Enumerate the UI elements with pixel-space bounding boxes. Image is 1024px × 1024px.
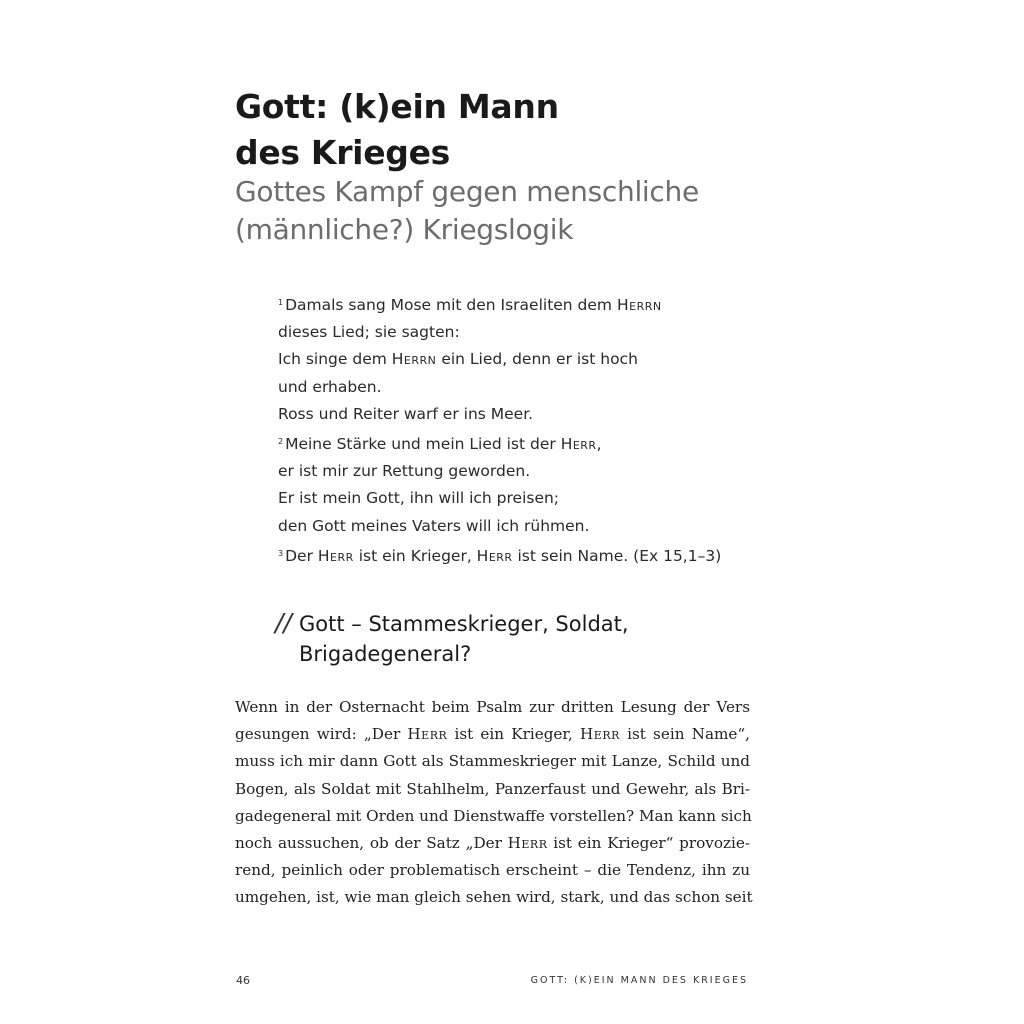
- text-run: Ich singe dem: [278, 350, 392, 369]
- small-caps-text: Herr: [407, 725, 448, 744]
- small-caps-text: Herrn: [616, 296, 662, 314]
- poem-line: [278, 428, 721, 458]
- small-caps-text: Herr: [560, 435, 597, 454]
- poem-line: [278, 346, 721, 373]
- text-run: gesungen wird: „Der: [235, 725, 408, 744]
- text-run: ist sein Name“,: [619, 725, 750, 744]
- text-run: Damals sang Mose mit den Israeliten dem: [285, 296, 617, 314]
- text-run: ist sein Name. (Ex 15,1–3): [512, 546, 722, 565]
- small-caps-text: Herr: [580, 725, 620, 744]
- text-run: ist ein Krieger“ provozie-: [547, 834, 750, 853]
- body-line: [235, 721, 750, 748]
- poem-line: [278, 401, 721, 428]
- verse-number: 1: [278, 298, 284, 307]
- poem-line: [278, 319, 721, 346]
- poem-line: [278, 485, 721, 512]
- body-line: [235, 884, 753, 911]
- section-heading-line: Gott – Stammeskrieger, Soldat,: [299, 612, 629, 636]
- text-run: ist ein Krieger,: [353, 546, 477, 565]
- text-run: ist ein Krieger,: [447, 725, 581, 744]
- chapter-subtitle-line: (männliche?) Kriegslogik: [235, 213, 574, 246]
- body-line: [235, 803, 750, 830]
- page-number: 46: [236, 974, 250, 987]
- verse-number: 2: [278, 437, 284, 447]
- chapter-title-line: Gott: (k)ein Mann: [235, 87, 559, 126]
- scripture-quote: [278, 289, 721, 570]
- body-line: [235, 830, 750, 857]
- chapter-title-line: des Krieges: [235, 133, 451, 172]
- text-run: umgehen, ist, wie man gleich sehen wird, stark, und das schon seit: [235, 888, 753, 907]
- text-run: muss ich mir dann Gott als Stammeskrieger mit Lanze, Schild und: [235, 752, 750, 771]
- text-run: Ross und Reiter warf er ins Meer.: [278, 404, 534, 423]
- text-run: er ist mir zur Rettung geworden.: [278, 462, 531, 481]
- verse-number: 3: [278, 548, 284, 558]
- chapter-subtitle: [235, 173, 699, 249]
- chapter-subtitle-line: Gottes Kampf gegen menschliche: [235, 175, 699, 208]
- running-title: GOTT: (K)EIN MANN DES KRIEGES: [530, 975, 748, 986]
- body-line: [235, 748, 750, 775]
- body-line: [235, 857, 750, 884]
- poem-line: [278, 374, 721, 401]
- text-run: noch aussuchen, ob der Satz „Der: [235, 834, 508, 853]
- text-run: gadegeneral mit Orden und Dienstwaffe vorstellen? Man kann sich: [235, 806, 752, 825]
- poem-line: [278, 513, 721, 540]
- poem-line: [278, 458, 721, 485]
- poem-line: [278, 289, 721, 319]
- body-text: [235, 694, 753, 912]
- text-run: Wenn in der Osternacht beim Psalm zur dritten Lesung der Vers: [235, 698, 750, 716]
- text-run: dieses Lied; sie sagten:: [278, 323, 460, 342]
- poem-line: [278, 540, 721, 570]
- section-mark: //: [275, 608, 292, 637]
- text-run: Bogen, als Soldat mit Stahlhelm, Panzerfaust und Gewehr, als Bri-: [235, 779, 750, 798]
- small-caps-text: Herr: [507, 834, 548, 853]
- body-line: [235, 776, 750, 803]
- text-run: den Gott meines Vaters will ich rühmen.: [278, 516, 590, 535]
- section-heading-line: Brigadegeneral?: [299, 642, 472, 666]
- body-line: [235, 694, 750, 721]
- chapter-title: [235, 84, 559, 176]
- text-run: ,: [596, 435, 602, 454]
- text-run: Meine Stärke und mein Lied ist der: [285, 435, 561, 454]
- section-heading: [275, 609, 629, 669]
- text-run: Er ist mein Gott, ihn will ich preisen;: [278, 489, 560, 508]
- small-caps-text: Herr: [476, 546, 513, 565]
- small-caps-text: Herr: [317, 546, 354, 565]
- text-run: rend, peinlich oder problematisch erscheint – die Tendenz, ihn zu: [235, 861, 750, 880]
- text-run: und erhaben.: [278, 377, 382, 396]
- small-caps-text: Herrn: [391, 350, 437, 369]
- text-run: Der: [285, 546, 318, 565]
- text-run: ein Lied, denn er ist hoch: [436, 350, 638, 369]
